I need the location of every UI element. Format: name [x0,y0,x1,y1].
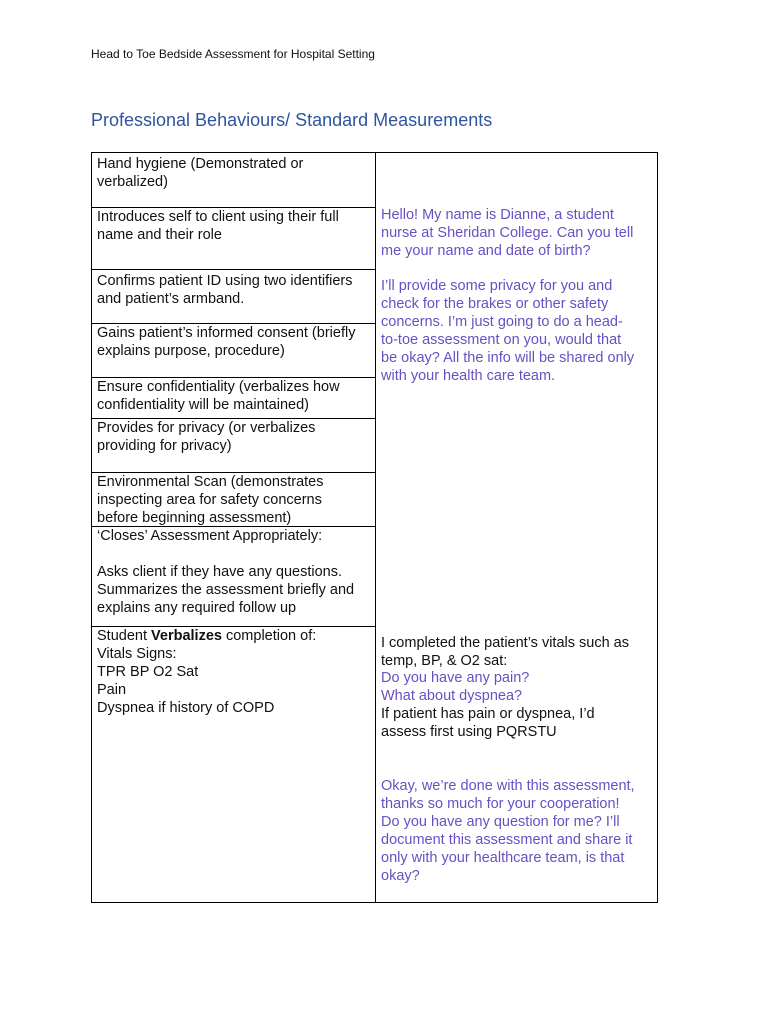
criterion-prefix: Student [97,628,152,644]
script-line: Okay, we’re done with this assessment, [381,778,635,794]
script-line: assess first using PQRSTU [381,724,557,740]
criterion-environmental-scan [91,472,376,527]
criterion-line: Dyspnea if history of COPD [97,700,275,716]
script-privacy [381,277,653,385]
script-vitals [381,634,653,670]
criterion-suffix: completion of: [221,628,317,644]
script-line: concerns. I’m just going to do a head- [381,314,623,330]
criterion-line: inspecting area for safety concerns [97,492,322,508]
criterion-line: Environmental Scan (demonstrates [97,474,324,490]
criterion-line: Provides for privacy (or verbalizes [97,420,316,436]
criterion-privacy [91,418,376,473]
criterion-introduces-self [91,207,376,270]
script-line: Do you have any question for me? I’ll [381,814,620,830]
criterion-line [97,545,370,563]
script-line: with your health care team. [381,368,556,384]
criterion-confidentiality [91,377,376,419]
criterion-line: Gains patient’s informed consent (briefly [97,325,356,341]
script-line: Hello! My name is Dianne, a student [381,207,614,223]
criterion-line: and patient’s armband. [97,291,245,307]
criterion-line: explains any required follow up [97,600,297,616]
script-line: temp, BP, & O2 sat: [381,653,508,669]
criterion-line: Hand hygiene (Demonstrated or [97,156,304,172]
criterion-informed-consent [91,323,376,378]
script-line: What about dyspnea? [381,688,523,704]
criterion-confirms-id [91,269,376,324]
script-intro [381,206,653,260]
criterion-line: Ensure confidentiality (verbalizes how [97,379,340,395]
criterion-line: verbalized) [97,174,168,190]
criterion-hand-hygiene [91,152,376,208]
criterion-line: ‘Closes’ Assessment Appropriately: [97,528,323,544]
criterion-line: Confirms patient ID using two identifiers [97,273,353,289]
script-line: thanks so much for your cooperation! [381,796,620,812]
section-title: Professional Behaviours/ Standard Measurements [91,110,493,130]
criterion-verbalizes-vitals [91,626,376,903]
script-questions [381,669,653,705]
script-line: check for the brakes or other safety [381,296,609,312]
criterion-line: Vitals Signs: [97,646,177,662]
script-followup [381,705,653,741]
criterion-line: Asks client if they have any questions. [97,564,343,580]
document-header: Head to Toe Bedside Assessment for Hospital Setting [91,47,375,61]
criterion-line: name and their role [97,227,222,243]
script-line: okay? [381,868,420,884]
criterion-closes-assessment [91,526,376,627]
criterion-heading [97,627,370,645]
criterion-line: explains purpose, procedure) [97,343,285,359]
script-line: I completed the patient’s vitals such as [381,635,629,651]
script-line: document this assessment and share it [381,832,633,848]
script-line: If patient has pain or dyspnea, I’d [381,706,595,722]
criterion-bold-term: Verbalizes [151,628,222,644]
criterion-line: TPR BP O2 Sat [97,664,199,680]
script-line: I’ll provide some privacy for you and [381,278,613,294]
script-line: to-toe assessment on you, would that [381,332,622,348]
criterion-line: providing for privacy) [97,438,232,454]
script-line: only with your healthcare team, is that [381,850,625,866]
criterion-line: confidentiality will be maintained) [97,397,309,413]
criterion-line: Introduces self to client using their full [97,209,339,225]
criterion-line: Pain [97,682,127,698]
script-line: nurse at Sheridan College. Can you tell [381,225,634,241]
criterion-line: Summarizes the assessment briefly and [97,582,355,598]
criterion-line: before beginning assessment) [97,510,292,526]
script-line: be okay? All the info will be shared only [381,350,635,366]
script-line: me your name and date of birth? [381,243,591,259]
script-line: Do you have any pain? [381,670,530,686]
script-closing [381,777,653,885]
